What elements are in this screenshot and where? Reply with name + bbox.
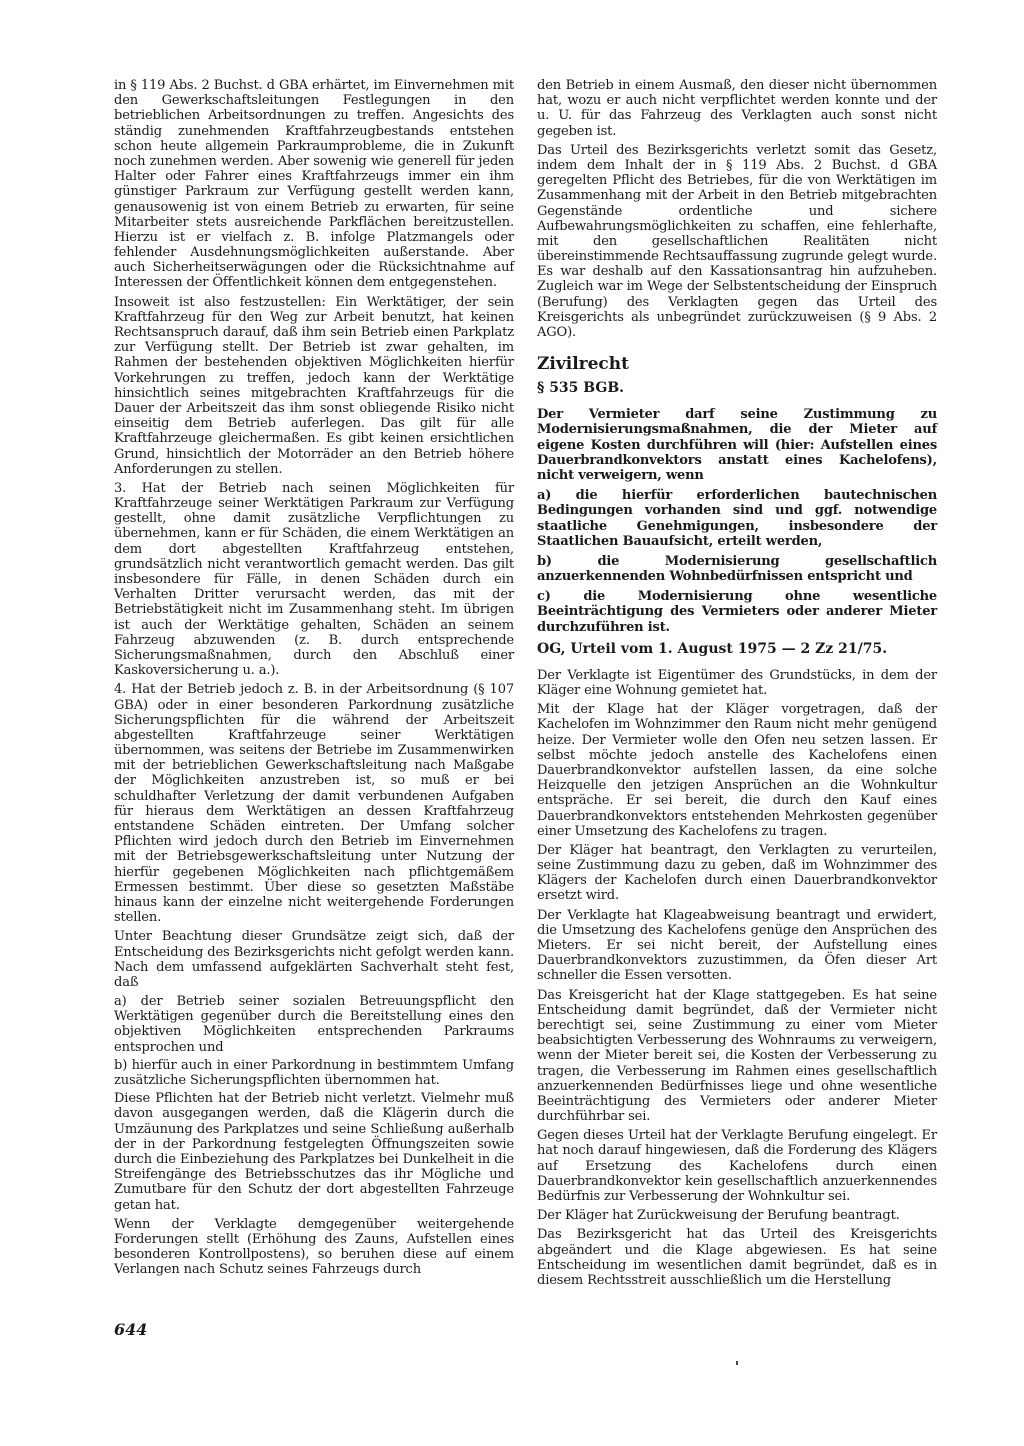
list-item: b) hierfür auch in einer Parkordnung in bestimmtem Umfang zusätzliche Sicherungspflichten übernommen hat. [114, 1057, 514, 1088]
body-paragraph: Mit der Klage hat der Kläger vorgetragen, daß der Kachelofen im Wohnzimmer den Raum nicht mehr genügend heize. Der Vermieter wolle den Ofen neu setzen lassen. Er selbst möchte jedoch anstelle des Kachelofens einen Dauerbrandkonvektor aufstellen lassen, da eine solche Heizquelle den jetzigen Ansprüchen an die Wohnkultur entspräche. Er sei bereit, die durch den Kauf eines Dauerbrandkonvektors entstehenden Mehrkosten gegenüber einer Umsetzung des Kachelofens zu tragen. [537, 702, 937, 839]
page-number: 644 [114, 1320, 148, 1339]
left-column [114, 78, 514, 1281]
right-column [537, 78, 937, 1292]
body-paragraph: 3. Hat der Betrieb nach seinen Möglichkeiten für Kraftfahrzeuge seiner Werktätigen Parkraum zur Verfügung gestellt, ohne damit zusätzliche Verpflichtungen zu übernehmen, kann er für Schäden, die einem Werktätigen an dem dort abgestellten Kraftfahrzeug entstehen, grundsätzlich nicht verantwortlich gemacht werden. Das gilt insbesondere für Fälle, in denen Schäden durch ein Verhalten Dritter verursacht werden, das mit der Betriebstätigkeit nicht im Zusammenhang steht. Im übrigen ist auch der Werktätige gehalten, Schäden an seinem Fahrzeug abzuwenden (z. B. durch entsprechende Sicherungsmaßnahmen, durch den Abschluß einer Kaskoversicherung u. a.). [114, 480, 514, 679]
body-paragraph: 4. Hat der Betrieb jedoch z. B. in der Arbeitsordnung (§ 107 GBA) oder in einer besonderen Parkordnung zusätzliche Sicherungspflichten für die während der Arbeitszeit abgestellten Kraftfahrzeuge seiner Werktätigen übernommen, was seitens der Betriebe im Zusammenwirken mit der betrieblichen Gewerkschaftsleitung nach Maßgabe der Möglichkeiten anzustreben ist, so muß er bei schuldhafter Verletzung der damit verbundenen Aufgaben für hieraus dem Werktätigen an dessen Kraftfahrzeug entstandene Schäden eintreten. Der Umfang solcher Pflichten wird jedoch durch den Betrieb im Einvernehmen mit der Betriebsgewerkschaftsleitung unter Nutzung der hierfür gegebenen Möglichkeiten nach pflichtgemäßem Ermessen bestimmt. Über diese so gesetzten Maßstäbe hinaus kann der einzelne nicht weitergehende Forderungen stellen. [114, 682, 514, 926]
body-paragraph: Insoweit ist also festzustellen: Ein Werktätiger, der sein Kraftfahrzeug für den Weg zur Arbeit benutzt, hat keinen Rechtsanspruch darauf, daß ihm sein Betrieb einen Parkplatz zur Verfügung stellt. Der Betrieb ist zwar gehalten, im Rahmen der bestehenden objektiven Möglichkeiten hierfür Vorkehrungen zu treffen, jedoch kann der Werktätige hinsichtlich seines mitgebrachten Kraftfahrzeugs für die Dauer der Arbeitszeit das ihm sonst obliegende Risiko nicht einseitig dem Betrieb auferlegen. Das gilt für alle Kraftfahrzeuge gleichermaßen. Es gibt keinen ersichtlichen Grund, hinsichtlich der Motorräder an den Betrieb höhere Anforderungen zu stellen. [114, 294, 514, 477]
body-paragraph: Der Kläger hat Zurückweisung der Berufung beantragt. [537, 1208, 900, 1224]
section-title: Zivilrecht [537, 354, 629, 375]
body-paragraph: Wenn der Verklagte demgegenüber weitergehende Forderungen stellt (Erhöhung des Zauns, Aufstellen eines besonderen Kontrollpostens), so beruhen diese auf einem Verlangen nach Schutz seines Fahrzeugs durch [114, 1216, 514, 1278]
body-paragraph: Diese Pflichten hat der Betrieb nicht verletzt. Vielmehr muß davon ausgegangen werden, daß die Klägerin durch die Umzäunung des Parkplatzes und seine Schließung außerhalb der in der Parkordnung festgelegten Öffnungszeiten sowie durch die Einbeziehung des Parkplatzes bei Dunkelheit in die Streifengänge des Betriebsschutzes das ihr Mögliche und Zumutbare für den Schutz der dort abgestellten Fahrzeuge getan hat. [114, 1091, 514, 1213]
body-paragraph: den Betrieb in einem Ausmaß, den dieser nicht übernommen hat, wozu er auch nicht verpflichtet werden konnte und der u. U. für das Fahrzeug des Verklagten auch sonst nicht gegeben ist. [537, 78, 937, 139]
body-paragraph: Das Bezirksgericht hat das Urteil des Kreisgerichts abgeändert und die Klage abgewiesen. Es hat seine Entscheidung im wesentlichen damit begründet, daß es in diesem Rechtsstreit ausschließlich um die Herstellung [537, 1227, 937, 1288]
headnote [537, 407, 937, 635]
list-item: a) der Betrieb seiner sozialen Betreuungspflicht den Werktätigen gegenüber durch die Bereitstellung eines den objektiven Möglichkeiten entsprechenden Parkraums entsprochen und [114, 994, 514, 1055]
body-paragraph: Das Urteil des Bezirksgerichts verletzt somit das Gesetz, indem dem Inhalt der in § 119 Abs. 2 Buchst. d GBA geregelten Pflicht des Betriebes, für die von Werktätigen im Zusammenhang mit der Arbeit in den Betrieb mitgebrachten Gegenstände ordentliche und sichere Aufbewahrungsmöglichkeiten zu schaffen, eine fehlerhafte, mit den gesellschaftlichen Realitäten nicht übereinstimmende Rechtsauffassung zugrunde gelegt wurde. Es war deshalb auf den Kassationsantrag hin aufzuheben. Zugleich war im Wege der Selbstentscheidung der Einspruch (Berufung) des Verklagten gegen das Urteil des Kreisgerichts als unbegründet zurückzuweisen (§ 9 Abs. 2 AGO). [537, 142, 937, 340]
body-paragraph: Der Kläger hat beantragt, den Verklagten zu verurteilen, seine Zustimmung dazu zu geben, daß im Wohnzimmer des Klägers der Kachelofen durch einen Dauerbrandkonvektor ersetzt wird. [537, 842, 937, 904]
headnote-item: b) die Modernisierung gesellschaftlich anzuerkennenden Wohnbedürfnissen entspricht und [537, 553, 937, 585]
body-paragraph: Der Verklagte ist Eigentümer des Grundstücks, in dem der Kläger eine Wohnung gemietet hat. [537, 667, 937, 698]
body-paragraph: in § 119 Abs. 2 Buchst. d GBA erhärtet, im Einvernehmen mit den Gewerkschaftsleitungen Festlegungen in den betrieblichen Arbeitsordnungen zu treffen. Angesichts des ständig zunehmenden Kraftfahrzeugbestands entstehen schon heute allgemein Parkraumprobleme, die in Zukunft noch zunehmen werden. Aber sowenig wie generell für jeden Halter oder Fahrer eines Kraftfahrzeugs immer ein ihm günstiger Parkraum zur Verfügung gestellt werden kann, genausowenig ist von einem Betrieb zu erwarten, für seine Mitarbeiter stets ausreichende Parkflächen bereitzustellen. Hierzu ist er vielfach z. B. infolge Platzmangels oder fehlender Ausdehnungsmöglichkeiten außerstande. Aber auch Sicherheitserwägungen oder die Rücksichtnahme auf Interessen der Öffentlichkeit können dem entgegenstehen. [114, 78, 514, 291]
body-paragraph: Das Kreisgericht hat der Klage stattgegeben. Es hat seine Entscheidung damit begründet, daß der Vermieter nicht berechtigt sei, seine Zustimmung zu einer vom Mieter beabsichtigten Verbesserung des Wohnraums zu verweigern, wenn der Mieter bereit sei, die Kosten der Verbesserung zu tragen, die Verbesserung im Rahmen eines gesellschaftlich anzuerkennenden Bedürfnisses liege und ohne wesentliche Beeinträchtigung des Vermieters oder anderer Mieter durchführbar sei. [537, 987, 937, 1125]
body-paragraph: Unter Beachtung dieser Grundsätze zeigt sich, daß der Entscheidung des Bezirksgerichts nicht gefolgt werden kann. Nach dem umfassend aufgeklärten Sachverhalt steht fest, daß [114, 929, 514, 990]
headnote-item: c) die Modernisierung ohne wesentliche Beeinträchtigung des Vermieters oder anderer Mieter durchzuführen ist. [537, 589, 937, 635]
print-speck [736, 1361, 738, 1365]
body-paragraph: Der Verklagte hat Klageabweisung beantragt und erwidert, die Umsetzung des Kachelofens genüge den Ansprüchen des Mieters. Er sei nicht bereit, der Aufstellung eines Dauerbrandkonvektors zuzustimmen, da Öfen dieser Art schneller die Essen versotten. [537, 907, 937, 984]
decision-reference: OG, Urteil vom 1. August 1975 — 2 Zz 21/75. [537, 640, 888, 657]
body-paragraph: Gegen dieses Urteil hat der Verklagte Berufung eingelegt. Er hat noch darauf hingewiesen, daß die Forderung des Klägers auf Ersetzung des Kachelofens durch einen Dauerbrandkonvektor kein gesellschaftlich anzuerkennendes Bedürfnis zur Verbesserung der Wohnkultur sei. [537, 1128, 937, 1204]
norm-reference: § 535 BGB. [537, 380, 625, 397]
headnote-paragraph: Der Vermieter darf seine Zustimmung zu Modernisierungsmaßnahmen, die der Mieter auf eigene Kosten durchführen will (hier: Aufstellen eines Dauerbrandkonvektors anstatt eines Kachelofens), nicht verweigern, wenn [537, 407, 937, 483]
headnote-item: a) die hierfür erforderlichen bautechnischen Bedingungen vorhanden sind und ggf. notwendige staatliche Genehmigungen, insbesondere der Staatlichen Bauaufsicht, erteilt werden, [537, 488, 937, 549]
